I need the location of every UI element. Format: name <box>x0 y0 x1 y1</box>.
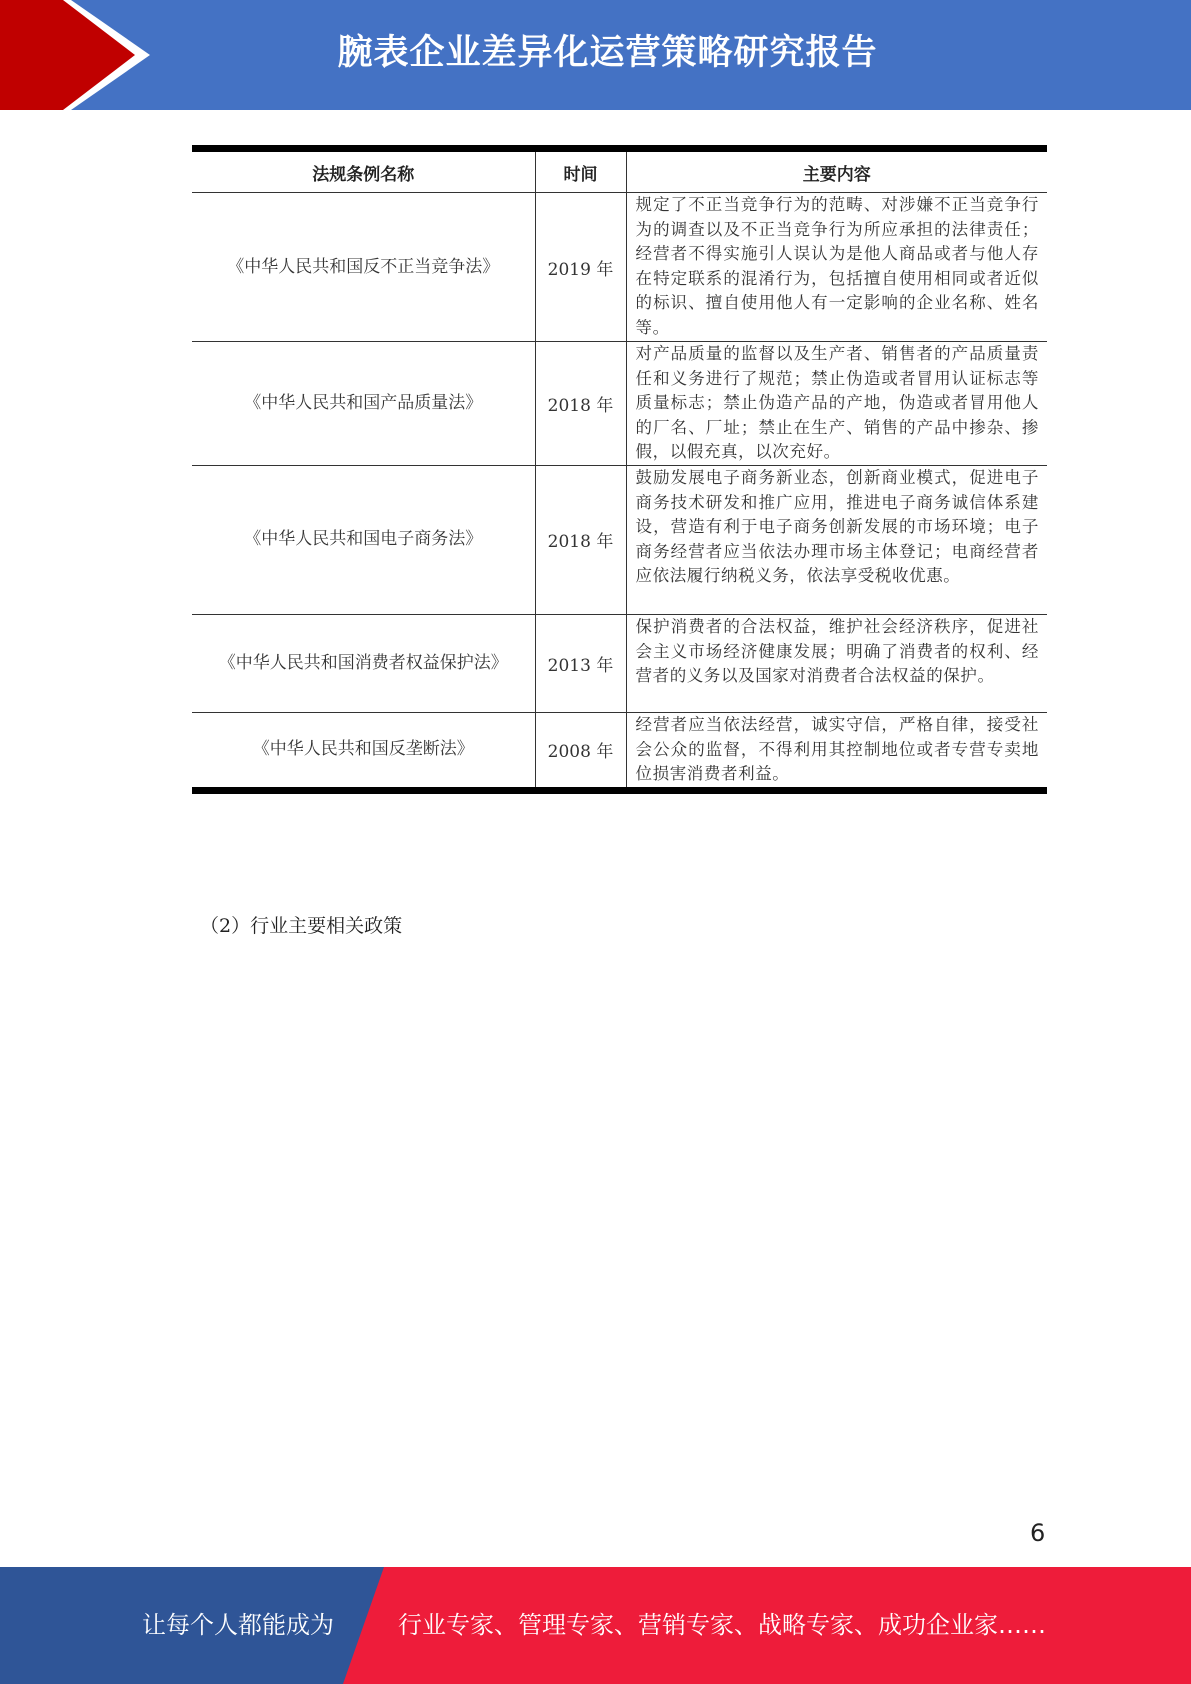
regulations-table <box>192 145 1047 794</box>
table-row <box>192 465 1047 614</box>
table-header-row <box>192 149 1047 193</box>
report-title: 腕表企业差异化运营策略研究报告 <box>337 33 878 73</box>
law-name-cell: 《中华人民共和国产品质量法》 <box>192 342 535 466</box>
law-content-cell: 保护消费者的合法权益，维护社会经济秩序，促进社会主义市场经济健康发展；明确了消费者的权利、经营者的义务以及国家对消费者合法权益的保护。 <box>626 614 1047 712</box>
law-content-cell: 规定了不正当竞争行为的范畴、对涉嫌不正当竞争行为的调查以及不正当竞争行为所应承担的法律责任；经营者不得实施引人误认为是他人商品或者与他人存在特定联系的混淆行为，包括擅自使用相同或者近似的标识、擅自使用他人有一定影响的企业名称、姓名等。 <box>626 193 1047 342</box>
footer-banner <box>0 1567 1191 1684</box>
column-header-name: 法规条例名称 <box>192 149 535 193</box>
table-row <box>192 193 1047 342</box>
table-row <box>192 614 1047 712</box>
law-year-cell: 2013 年 <box>535 614 626 712</box>
law-content-cell: 对产品质量的监督以及生产者、销售者的产品质量责任和义务进行了规范；禁止伪造或者冒用认证标志等质量标志；禁止伪造产品的产地，伪造或者冒用他人的厂名、厂址；禁止在生产、销售的产品中掺杂、掺假，以假充真，以次充好。 <box>626 342 1047 466</box>
law-name-cell: 《中华人民共和国消费者权益保护法》 <box>192 614 535 712</box>
law-content-cell: 经营者应当依法经营，诚实守信，严格自律，接受社会公众的监督，不得利用其控制地位或者专营专卖地位损害消费者利益。 <box>626 712 1047 790</box>
law-year-cell: 2008 年 <box>535 712 626 790</box>
footer-slogan-right: 行业专家、管理专家、营销专家、战略专家、成功企业家…… <box>398 1611 1046 1639</box>
table-row <box>192 712 1047 790</box>
section-heading: （2）行业主要相关政策 <box>200 915 403 937</box>
law-name-cell: 《中华人民共和国电子商务法》 <box>192 465 535 614</box>
table-row <box>192 342 1047 466</box>
law-name-cell: 《中华人民共和国反垄断法》 <box>192 712 535 790</box>
law-year-cell: 2018 年 <box>535 465 626 614</box>
law-content-cell: 鼓励发展电子商务新业态，创新商业模式，促进电子商务技术研发和推广应用，推进电子商务诚信体系建设，营造有利于电子商务创新发展的市场环境；电子商务经营者应当依法办理市场主体登记；电商经营者应依法履行纳税义务，依法享受税收优惠。 <box>626 465 1047 614</box>
page-number: 6 <box>1030 1519 1046 1547</box>
law-name-cell: 《中华人民共和国反不正当竞争法》 <box>192 193 535 342</box>
column-header-time: 时间 <box>535 149 626 193</box>
report-header-banner <box>0 0 1191 110</box>
law-year-cell: 2019 年 <box>535 193 626 342</box>
footer-slogan-left: 让每个人都能成为 <box>142 1611 334 1639</box>
law-year-cell: 2018 年 <box>535 342 626 466</box>
column-header-content: 主要内容 <box>626 149 1047 193</box>
